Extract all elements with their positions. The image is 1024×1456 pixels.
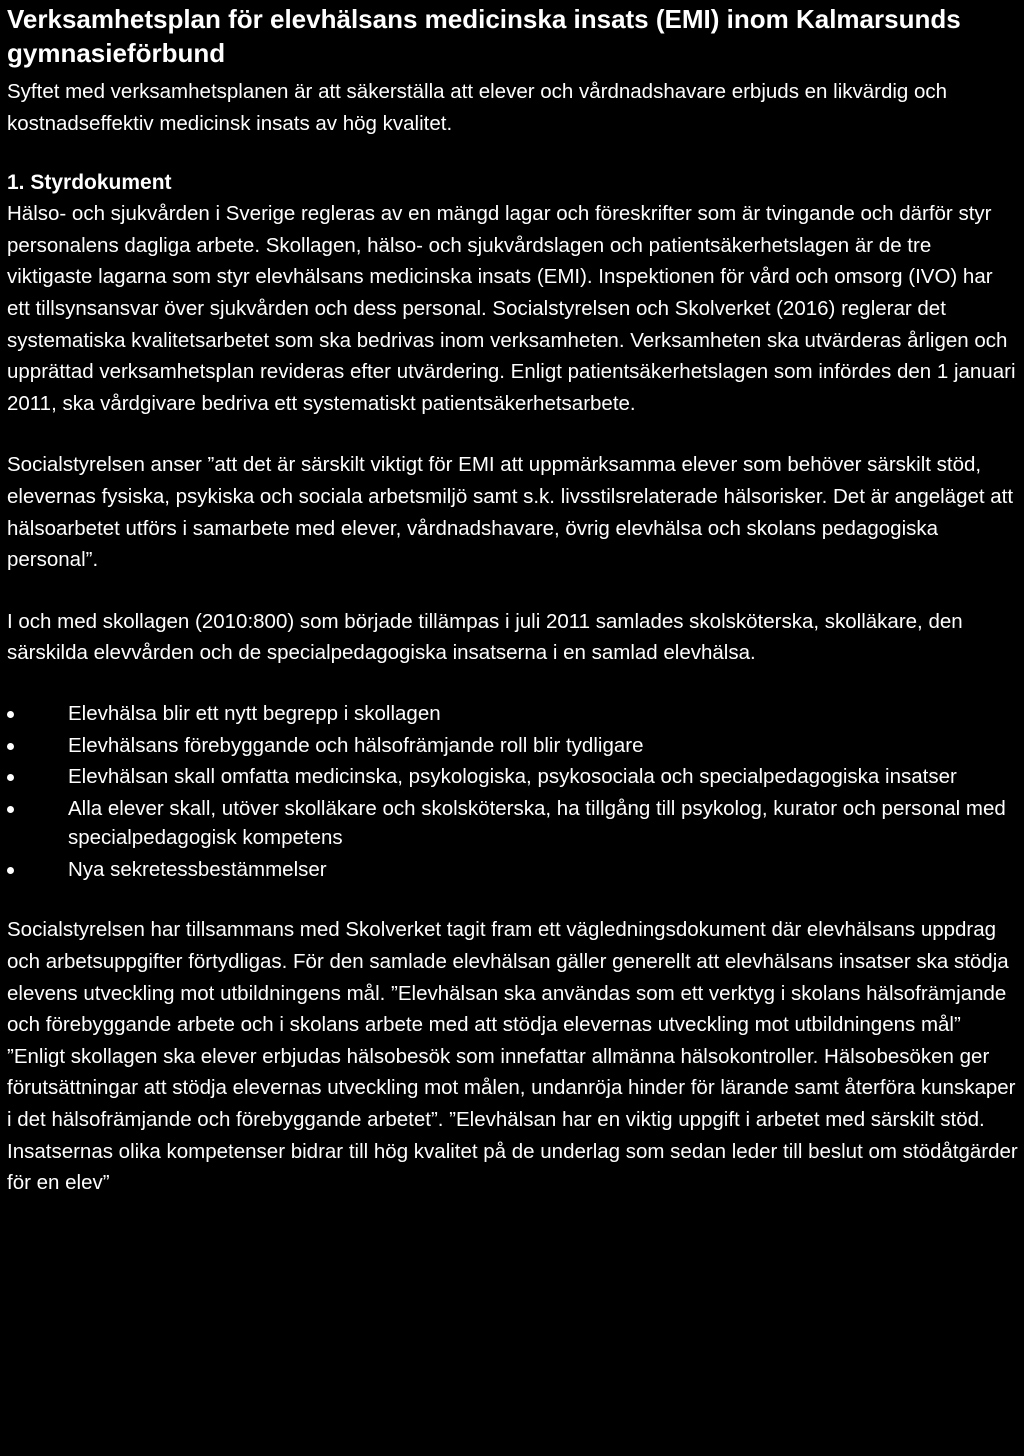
intro-paragraph: Syftet med verksamhetsplanen är att säkerställa att elever och vårdnadshavare erbjuds en likvärdig och kostnadseffektiv medicinsk insats av hög kvalitet. (7, 80, 948, 135)
list-item-text: Nya sekretessbestämmelser (68, 857, 327, 881)
bullet-icon (7, 774, 14, 781)
list-item-text: Elevhälsans förebyggande och hälsofrämjande roll blir tydligare (68, 733, 644, 757)
bullet-list (7, 699, 1019, 885)
section-heading: 1. Styrdokument (7, 171, 172, 195)
list-item-text: Alla elever skall, utöver skolläkare och skolsköterska, ha tillgång till psykolog, kurator och personal med specialpedagogisk kompetens (68, 796, 1006, 850)
paragraph-regulations: Hälso- och sjukvården i Sverige regleras av en mängd lagar och föreskrifter som är tvingande och därför styr personalens dagliga arbete. Skollagen, hälso- och sjukvårdslagen och patientsäkerhetslagen är de tre viktigaste lagarna som styr elevhälsans medicinska insats (EMI). Inspektionen för vård och omsorg (IVO) har ett tillsynsansvar över sjukvården och dess personal. Socialstyrelsen och Skolverket (2016) reglerar det systematiska kvalitetsarbetet som ska bedrivas inom verksamheten. Verksamheten ska utvärderas årligen och upprättad verksamhetsplan revideras efter utvärdering. Enligt patientsäkerhetslagen som infördes den 1 januari 2011, ska vårdgivare bedriva ett systematiskt patientsäkerhetsarbete. (7, 202, 1016, 415)
document-title: Verksamhetsplan för elevhälsans medicinska insats (EMI) inom Kalmarsunds gymnasieförbund (7, 4, 961, 68)
bullet-icon (7, 711, 14, 718)
list-item (7, 794, 1019, 853)
list-item-text: Elevhälsa blir ett nytt begrepp i skollagen (68, 701, 441, 725)
list-item (7, 731, 1019, 761)
list-item-text: Elevhälsan skall omfatta medicinska, psykologiska, psykosociala och specialpedagogiska insatser (68, 765, 957, 789)
list-item (7, 699, 1019, 729)
paragraph-socialstyrelsen: Socialstyrelsen anser ”att det är särskilt viktigt för EMI att uppmärksamma elever som behöver särskilt stöd, elevernas fysiska, psykiska och sociala arbetsmiljö samt s.k. livsstilsrelaterade hälsorisker. Det är angeläget att hälsoarbetet utförs i samarbete med elever, vårdnadshavare, övrig elevhälsa och skolans pedagogiska personal”. (7, 453, 1014, 572)
list-item (7, 855, 1019, 885)
closing-paragraph: Socialstyrelsen har tillsammans med Skolverket tagit fram ett vägledningsdokument där elevhälsans uppdrag och arbetsuppgifter förtydligas. För den samlade elevhälsan gäller generellt att elevhälsans insatser ska stödja elevens utveckling mot utbildningens mål. ”Elevhälsan ska användas som ett verktyg i skolans hälsofrämjande och förebyggande arbete och i skolans arbete med att stödja elevernas utveckling mot utbildningens mål” ”Enligt skollagen ska elever erbjudas hälsobesök som innefattar allmänna hälsokontroller. Hälsobesöken ger förutsättningar att stödja elevernas utveckling mot målen, undanröja hinder för lärande samt återföra kunskaper i det hälsofrämjande och förebyggande arbetet”. ”Elevhälsan har en viktig uppgift i arbetet med särskilt stöd. Insatsernas olika kompetenser bidrar till hög kvalitet på de underlag som sedan leder till beslut om stödåtgärder för en elev” (7, 918, 1018, 1195)
bullet-icon (7, 867, 14, 874)
document-page (7, 0, 1019, 1199)
bullet-icon (7, 743, 14, 750)
bullet-icon (7, 806, 14, 813)
list-item (7, 762, 1019, 792)
paragraph-skollagen: I och med skollagen (2010:800) som började tillämpas i juli 2011 samlades skolsköterska, skolläkare, den särskilda elevvården och de specialpedagogiska insatserna i en samlad elevhälsa. (7, 609, 963, 665)
